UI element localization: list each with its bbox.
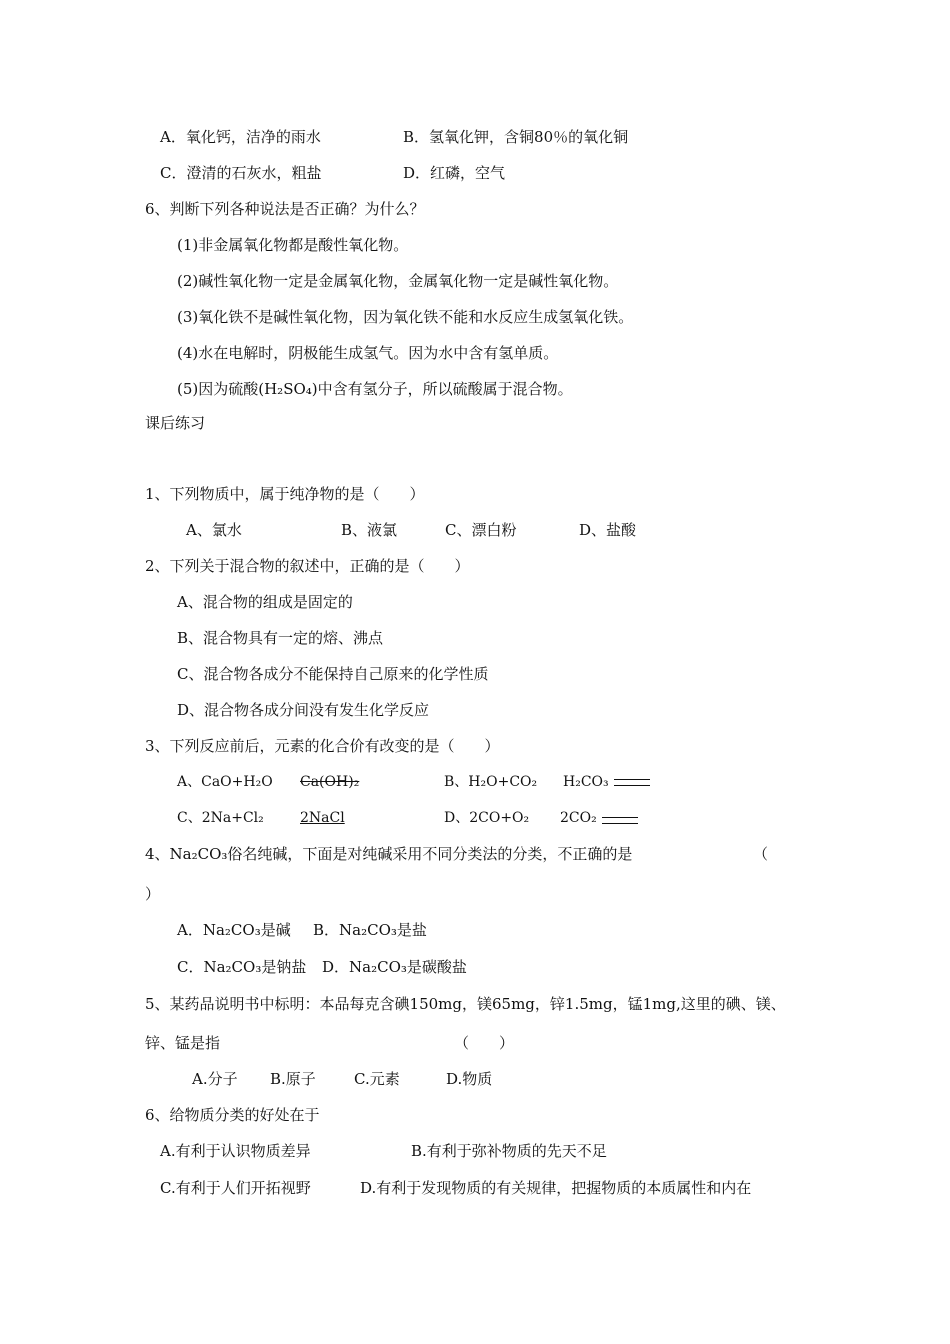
option-b: B、液氯 [341, 521, 398, 539]
reaction-c-reactants: C、2Na+Cl₂ [177, 810, 264, 826]
option-b: B．氢氧化钾，含铜80％的氧化铜 [403, 128, 629, 146]
option-b: B.有利于弥补物质的先天不足 [411, 1142, 607, 1160]
statement-1: (1)非金属氧化物都是酸性氧化物。 [177, 236, 409, 254]
exercise-4-close-paren: ） [145, 885, 161, 903]
reaction-b-product: H₂CO₃ [563, 774, 609, 790]
equals-sign-icon [602, 810, 638, 830]
exercise-2-question: 2、下列关于混合物的叙述中，正确的是（ ） [145, 557, 470, 575]
exercise-5-text: 锌、锰是指 [145, 1034, 221, 1052]
option-b: B.原子 [270, 1070, 316, 1088]
answer-paren: （ ） [454, 1034, 515, 1052]
option-d: D．Na₂CO₃是碳酸盐 [322, 958, 467, 976]
question-6-title: 6、判断下列各种说法是否正确？为什么？ [145, 200, 425, 218]
reaction-a-reactants: A、CaO+H₂O [177, 774, 273, 790]
statement-5: (5)因为硫酸(H₂SO₄)中含有氢分子，所以硫酸属于混合物。 [177, 380, 573, 398]
option-a: A、氯水 [186, 521, 242, 539]
option-a: A．氧化钙，洁净的雨水 [160, 128, 321, 146]
exercise-2-option-b: B、混合物具有一定的熔、沸点 [177, 629, 384, 647]
reaction-c-product: 2NaCl [300, 810, 345, 826]
exercise-3-question: 3、下列反应前后，元素的化合价有改变的是（ ） [145, 737, 500, 755]
option-c: C、漂白粉 [445, 521, 517, 539]
statement-4: (4)水在电解时，阴极能生成氢气。因为水中含有氢单质。 [177, 344, 559, 362]
statement-2: (2)碱性氧化物一定是金属氧化物，金属氧化物一定是碱性氧化物。 [177, 272, 619, 290]
reaction-d-product: 2CO₂ [560, 810, 597, 826]
option-a: A．Na₂CO₃是碱 [177, 921, 291, 939]
reaction-b-reactants: B、H₂O+CO₂ [444, 774, 538, 790]
exercise-2-option-a: A、混合物的组成是固定的 [177, 593, 353, 611]
exercise-2-option-d: D、混合物各成分间没有发生化学反应 [177, 701, 430, 719]
option-d: D.有利于发现物质的有关规律，把握物质的本质属性和内在 [360, 1179, 752, 1197]
option-c: C．澄清的石灰水，粗盐 [160, 164, 322, 182]
exercise-5-question: 5、某药品说明书中标明：本品每克含碘150mg，镁65mg，锌1.5mg，锰1mg,这里的碘、镁、 [145, 995, 786, 1013]
reaction-a-product: Ca(OH)₂ [300, 774, 360, 790]
option-d: D．红磷，空气 [403, 164, 506, 182]
option-a: A.分子 [192, 1070, 238, 1088]
exercise-1-question: 1、下列物质中，属于纯净物的是（ ） [145, 485, 425, 503]
exercise-2-option-c: C、混合物各成分不能保持自己原来的化学性质 [177, 665, 489, 683]
exercise-4-text: 4、Na₂CO₃俗名纯碱，下面是对纯碱采用不同分类法的分类，不正确的是 [145, 845, 633, 863]
option-c: C.元素 [354, 1070, 400, 1088]
option-c: C.有利于人们开拓视野 [160, 1179, 311, 1197]
section-heading: 课后练习 [145, 414, 206, 432]
option-c: C．Na₂CO₃是钠盐 [177, 958, 307, 976]
option-d: D、盐酸 [579, 521, 637, 539]
option-b: B．Na₂CO₃是盐 [313, 921, 427, 939]
option-d: D.物质 [446, 1070, 493, 1088]
equals-sign-icon [614, 772, 650, 792]
open-paren: （ [753, 845, 769, 863]
option-a: A.有利于认识物质差异 [160, 1142, 311, 1160]
reaction-d-reactants: D、2CO+O₂ [444, 810, 530, 826]
exercise-6-question: 6、给物质分类的好处在于 [145, 1106, 320, 1124]
statement-3: (3)氧化铁不是碱性氧化物，因为氧化铁不能和水反应生成氢氧化铁。 [177, 308, 634, 326]
